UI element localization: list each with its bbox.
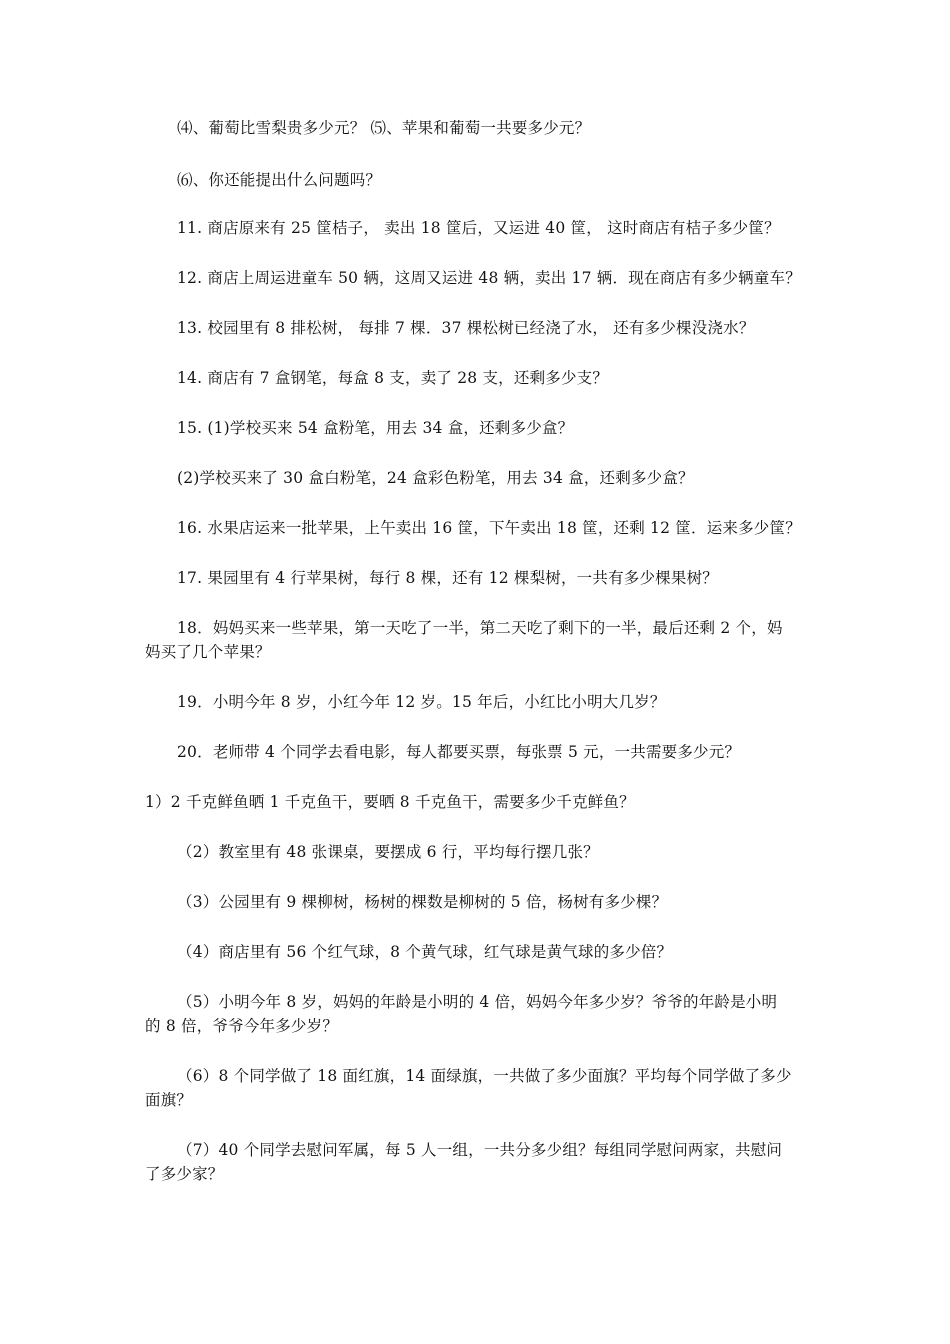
question-19: 19．小明今年 8 岁，小红今年 12 岁。15 年后，小红比小明大几岁？ bbox=[177, 693, 666, 711]
problem-3: （3）公园里有 9 棵柳树，杨树的棵数是柳树的 5 倍，杨树有多少棵？ bbox=[177, 893, 668, 911]
problem-7-line-2: 了多少家？ bbox=[145, 1165, 224, 1183]
question-18-line-1: 18．妈妈买来一些苹果，第一天吃了一半，第二天吃了剩下的一半，最后还剩 2 个，妈 bbox=[177, 619, 783, 637]
problem-6-line-2: 面旗？ bbox=[145, 1091, 193, 1109]
problem-5-line-1: （5）小明今年 8 岁，妈妈的年龄是小明的 4 倍，妈妈今年多少岁？爷爷的年龄是小明 bbox=[177, 993, 778, 1011]
question-16: 16. 水果店运来一批苹果，上午卖出 16 筐，下午卖出 18 筐，还剩 12 筐．运来多少筐？ bbox=[177, 519, 801, 537]
question-4-5: ⑷、葡萄比雪梨贵多少元？ ⑸、苹果和葡萄一共要多少元？ bbox=[177, 119, 591, 137]
question-11: 11. 商店原来有 25 筐桔子， 卖出 18 筐后，又运进 40 筐， 这时商店有桔子多少筐？ bbox=[177, 219, 780, 237]
question-14: 14. 商店有 7 盒钢笔，每盒 8 支，卖了 28 支，还剩多少支？ bbox=[177, 369, 609, 387]
question-17: 17. 果园里有 4 行苹果树，每行 8 棵，还有 12 棵梨树，一共有多少棵果树？ bbox=[177, 569, 718, 587]
problem-7-line-1: （7）40 个同学去慰问军属，每 5 人一组，一共分多少组？每组同学慰问两家，共慰问 bbox=[177, 1141, 783, 1159]
question-18-line-2: 妈买了几个苹果？ bbox=[145, 643, 271, 661]
question-15-1: 15. (1)学校买来 54 盒粉笔，用去 34 盒，还剩多少盒？ bbox=[177, 419, 574, 437]
problem-5-line-2: 的 8 倍，爷爷今年多少岁？ bbox=[145, 1017, 339, 1035]
question-12: 12. 商店上周运进童车 50 辆，这周又运进 48 辆，卖出 17 辆．现在商店有多少辆童车？ bbox=[177, 269, 801, 287]
question-15-2: (2)学校买来了 30 盒白粉笔，24 盒彩色粉笔，用去 34 盒，还剩多少盒？ bbox=[177, 469, 694, 487]
problem-6-line-1: （6）8 个同学做了 18 面红旗，14 面绿旗，一共做了多少面旗？平均每个同学做了多少 bbox=[177, 1067, 792, 1085]
problem-1: 1）2 千克鲜鱼晒 1 千克鱼干，要晒 8 千克鱼干，需要多少千克鲜鱼？ bbox=[145, 793, 635, 811]
question-6: ⑹、你还能提出什么问题吗？ bbox=[177, 171, 382, 189]
question-20: 20．老师带 4 个同学去看电影，每人都要买票，每张票 5 元，一共需要多少元？ bbox=[177, 743, 741, 761]
question-13: 13. 校园里有 8 排松树， 每排 7 棵．37 棵松树已经浇了水， 还有多少棵没浇水？ bbox=[177, 319, 755, 337]
problem-4: （4）商店里有 56 个红气球，8 个黄气球，红气球是黄气球的多少倍？ bbox=[177, 943, 673, 961]
problem-2: （2）教室里有 48 张课桌，要摆成 6 行，平均每行摆几张？ bbox=[177, 843, 599, 861]
